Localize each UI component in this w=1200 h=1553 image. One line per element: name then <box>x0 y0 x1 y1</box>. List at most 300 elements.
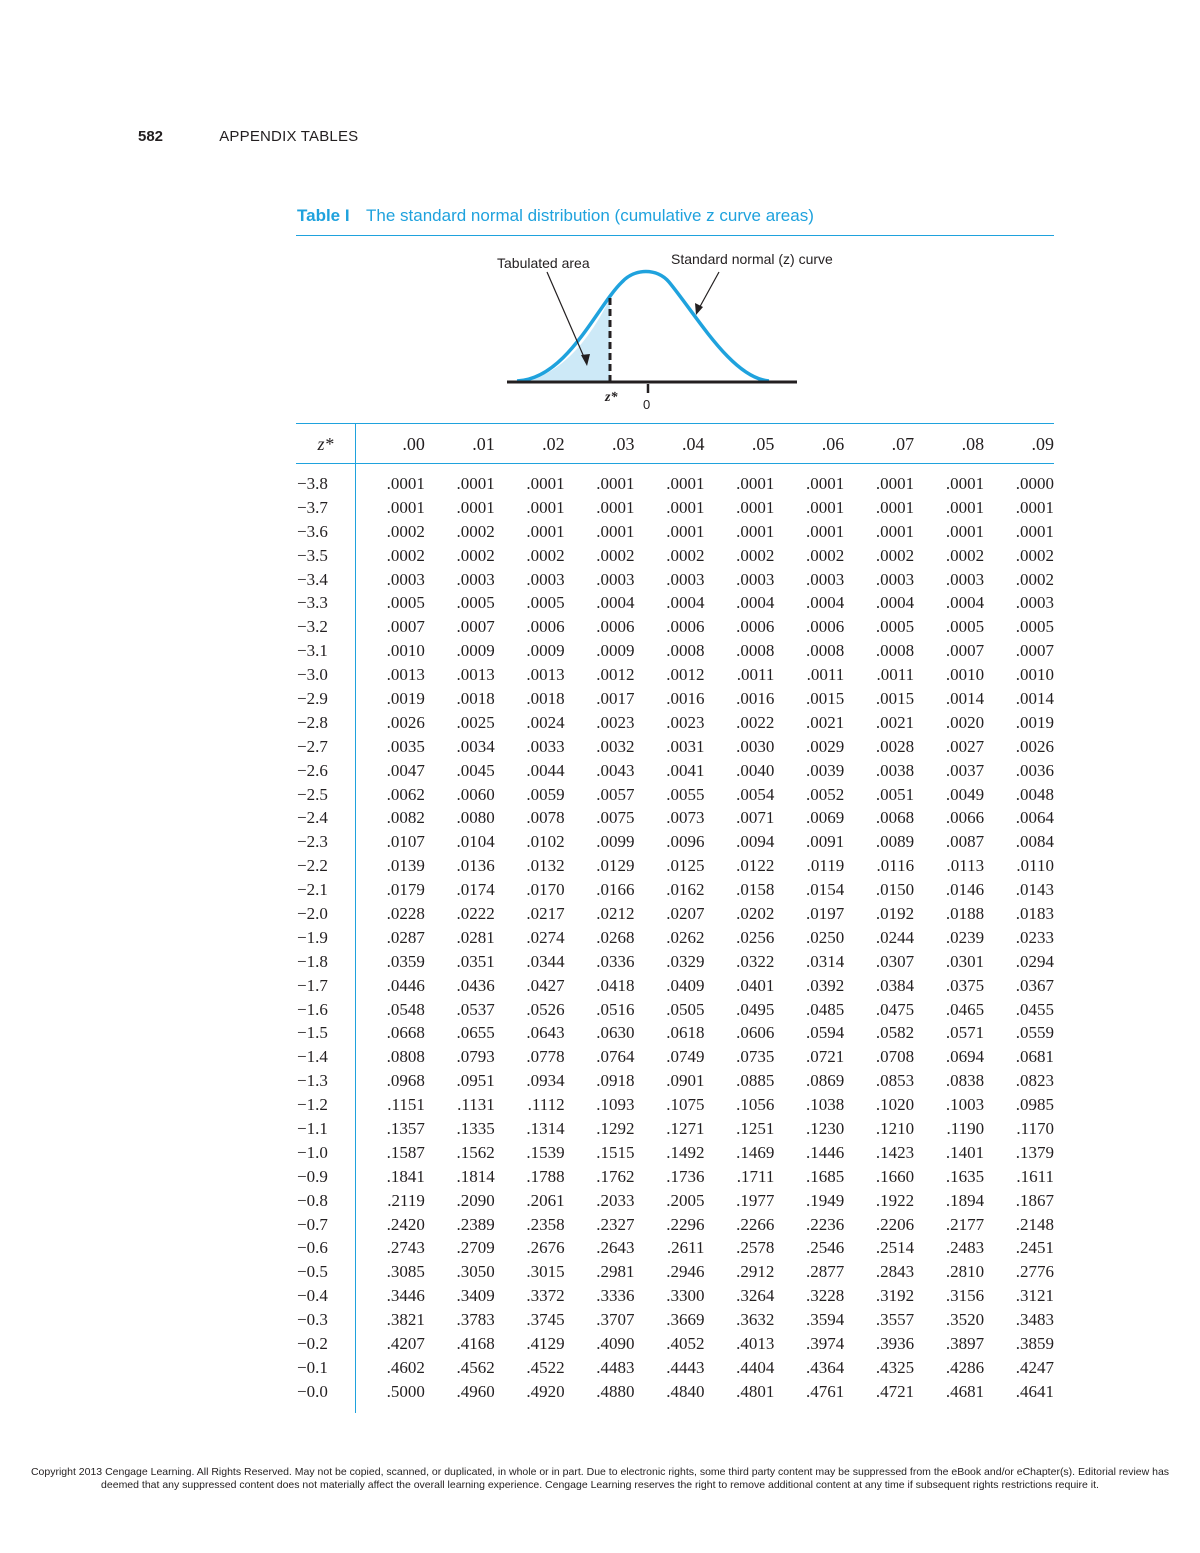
normal-curve-figure <box>497 246 857 416</box>
table-cell: .0314 <box>806 951 845 971</box>
table-cell: .4721 <box>875 1381 915 1401</box>
table-cell: .0281 <box>456 927 495 947</box>
z-value: −3.4 <box>297 569 328 589</box>
table-cell: .0004 <box>666 593 705 613</box>
column-header: .05 <box>751 433 775 454</box>
table-cell: .0071 <box>736 808 775 828</box>
table-cell: .0036 <box>1015 760 1054 780</box>
table-cell: .3821 <box>386 1310 425 1330</box>
table-cell: .0001 <box>666 497 705 517</box>
table-cell: .3783 <box>456 1310 495 1330</box>
table-cell: .3050 <box>456 1262 495 1282</box>
table-cell: .4247 <box>1015 1357 1054 1377</box>
table-cell: .0188 <box>945 903 985 923</box>
table-cell: .0244 <box>875 927 915 947</box>
z-value: −3.7 <box>297 497 328 517</box>
table-body <box>296 472 1054 1404</box>
z-value: −1.3 <box>297 1071 328 1091</box>
table-cell: .0004 <box>596 593 635 613</box>
table-cell: .0096 <box>666 832 705 852</box>
table-cell: .1314 <box>526 1118 565 1138</box>
table-row <box>296 974 1054 998</box>
z-value: −0.4 <box>297 1286 328 1306</box>
table-cell: .4090 <box>596 1334 635 1353</box>
table-cell: .0823 <box>1015 1071 1054 1091</box>
table-cell: .0014 <box>945 688 985 708</box>
table-cell: .2327 <box>596 1214 635 1234</box>
table-cell: .0006 <box>666 617 705 637</box>
table-cell: .0287 <box>386 927 425 947</box>
table-cell: .0001 <box>1015 521 1054 541</box>
table-cell: .0084 <box>1015 832 1054 852</box>
table-cell: .2090 <box>456 1190 495 1210</box>
table-cell: .0002 <box>1015 569 1054 589</box>
table-cell: .0002 <box>456 545 495 565</box>
table-cell: .2206 <box>875 1214 915 1234</box>
table-cell: .0681 <box>1015 1047 1054 1067</box>
z-value: −2.0 <box>297 903 328 923</box>
table-cell: .0002 <box>875 545 915 565</box>
table-row <box>296 1141 1054 1165</box>
table-cell: .0004 <box>945 593 985 613</box>
table-cell: .0537 <box>456 999 495 1019</box>
table-cell: .0078 <box>526 808 565 828</box>
table-cell: .0040 <box>736 760 775 780</box>
table-cell: .0045 <box>456 760 495 780</box>
table-cell: .0008 <box>736 641 775 661</box>
title-rule <box>296 235 1054 236</box>
table-cell: .0485 <box>806 999 845 1019</box>
table-cell: .0029 <box>806 736 845 756</box>
table-cell: .0026 <box>386 712 425 732</box>
table-cell: .0035 <box>386 736 425 756</box>
table-cell: .0018 <box>456 688 495 708</box>
table-cell: .0307 <box>875 951 915 971</box>
table-cell: .0007 <box>456 617 495 637</box>
table-cell: .3594 <box>806 1310 845 1330</box>
table-cell: .3228 <box>806 1286 845 1306</box>
table-cell: .1611 <box>1016 1166 1054 1186</box>
zstar-label: z* <box>605 390 618 405</box>
table-cell: .2236 <box>806 1214 845 1234</box>
table-cell: .3859 <box>1015 1334 1054 1353</box>
table-cell: .0170 <box>526 880 565 900</box>
table-cell: .0052 <box>806 784 845 804</box>
table-cell: .0197 <box>806 903 845 923</box>
table-cell: .0038 <box>875 760 915 780</box>
table-cell: .0001 <box>875 497 915 517</box>
table-cell: .0054 <box>736 784 775 804</box>
table-cell: .1736 <box>666 1166 705 1186</box>
table-cell: .4207 <box>386 1334 425 1353</box>
table-row <box>296 1069 1054 1093</box>
table-cell: .0013 <box>456 665 495 685</box>
table-cell: .0166 <box>596 880 635 900</box>
table-cell: .0031 <box>666 736 705 756</box>
table-cell: .0004 <box>736 593 775 613</box>
table-cell: .3974 <box>806 1334 845 1353</box>
table-cell: .1423 <box>875 1142 915 1162</box>
table-cell: .0392 <box>806 975 845 995</box>
table-cell: .0351 <box>456 951 495 971</box>
table-cell: .0162 <box>666 880 705 900</box>
table-cell: .0002 <box>1015 545 1054 565</box>
table-row <box>296 1380 1054 1404</box>
table-cell: .0060 <box>456 784 495 804</box>
table-header-row <box>296 430 1054 458</box>
table-cell: .0102 <box>526 832 565 852</box>
table-cell: .1711 <box>736 1166 775 1186</box>
z-value: −1.8 <box>297 951 328 971</box>
table-cell: .2061 <box>526 1190 565 1210</box>
table-cell: .2483 <box>945 1238 985 1258</box>
table-cell: .0985 <box>1015 1095 1054 1115</box>
table-row <box>296 615 1054 639</box>
table-cell: .0436 <box>456 975 495 995</box>
table-cell: .0934 <box>526 1071 565 1091</box>
table-cell: .3409 <box>456 1286 495 1306</box>
table-cell: .4522 <box>526 1357 565 1377</box>
table-cell: .2643 <box>596 1238 635 1258</box>
table-cell: .4960 <box>456 1381 495 1401</box>
table-row <box>296 1237 1054 1261</box>
table-cell: .3483 <box>1015 1310 1054 1330</box>
table-row <box>296 568 1054 592</box>
table-row <box>296 472 1054 496</box>
table-cell: .0838 <box>945 1071 985 1091</box>
table-cell: .0668 <box>386 1023 425 1043</box>
table-cell: .0002 <box>386 521 425 541</box>
table-cell: .0005 <box>1015 617 1054 637</box>
z-value: −3.8 <box>297 473 328 493</box>
table-cell: .3520 <box>945 1310 985 1330</box>
table-cell: .2743 <box>386 1238 425 1258</box>
table-cell: .0202 <box>736 903 775 923</box>
table-cell: .0901 <box>666 1071 705 1091</box>
z-value: −1.6 <box>297 999 328 1019</box>
table-cell: .0001 <box>596 473 635 493</box>
table-cell: .2177 <box>945 1214 985 1234</box>
table-cell: .0047 <box>386 760 425 780</box>
table-cell: .1977 <box>736 1190 775 1210</box>
z-value: −0.3 <box>297 1310 328 1330</box>
table-cell: .0001 <box>666 521 705 541</box>
table-cell: .0630 <box>596 1023 635 1043</box>
table-cell: .0001 <box>806 473 845 493</box>
table-cell: .0179 <box>386 880 425 900</box>
table-cell: .4013 <box>736 1334 775 1353</box>
table-cell: .0375 <box>945 975 985 995</box>
z-value: −3.3 <box>297 593 328 613</box>
column-header: .00 <box>402 433 425 454</box>
table-cell: .0003 <box>596 569 635 589</box>
column-header: .04 <box>681 433 705 454</box>
table-cell: .2546 <box>806 1238 845 1258</box>
table-row <box>296 687 1054 711</box>
table-title-text: The standard normal distribution (cumulative z curve areas) <box>366 206 814 225</box>
table-cell: .4920 <box>526 1381 565 1401</box>
table-cell: .0001 <box>945 521 985 541</box>
table-cell: .0951 <box>456 1071 495 1091</box>
table-cell: .0005 <box>456 593 495 613</box>
table-cell: .4129 <box>526 1334 565 1353</box>
table-row <box>296 783 1054 807</box>
table-cell: .4443 <box>666 1357 705 1377</box>
table-cell: .0017 <box>596 688 635 708</box>
table-cell: .0146 <box>945 880 985 900</box>
table-cell: .0001 <box>456 497 495 517</box>
table-cell: .0505 <box>666 999 705 1019</box>
z-value: −2.7 <box>297 736 328 756</box>
table-cell: .0001 <box>806 497 845 517</box>
table-cell: .2843 <box>875 1262 915 1282</box>
table-cell: .1949 <box>806 1190 845 1210</box>
table-cell: .0064 <box>1015 808 1054 828</box>
table-cell: .0003 <box>945 569 985 589</box>
table-cell: .0001 <box>945 497 985 517</box>
table-cell: .0006 <box>736 617 775 637</box>
table-cell: .1003 <box>945 1095 985 1115</box>
table-cell: .0022 <box>736 712 775 732</box>
table-cell: .1894 <box>945 1190 985 1210</box>
table-cell: .0808 <box>386 1047 425 1067</box>
table-row <box>296 1165 1054 1189</box>
table-cell: .0037 <box>945 760 985 780</box>
z-value: −0.6 <box>297 1238 328 1258</box>
table-cell: .0207 <box>666 903 705 923</box>
table-cell: .4286 <box>945 1357 985 1377</box>
table-cell: .0465 <box>945 999 985 1019</box>
table-cell: .0113 <box>946 856 985 876</box>
table-cell: .0764 <box>596 1047 635 1067</box>
table-cell: .0001 <box>596 497 635 517</box>
table-cell: .0116 <box>876 856 915 876</box>
table-cell: .4562 <box>456 1357 495 1377</box>
table-cell: .3632 <box>736 1310 775 1330</box>
table-cell: .0274 <box>526 927 565 947</box>
table-cell: .1170 <box>1016 1118 1054 1138</box>
table-cell: .0009 <box>456 641 495 661</box>
column-header: .03 <box>612 433 635 454</box>
table-cell: .0006 <box>596 617 635 637</box>
page-header <box>138 128 358 145</box>
table-cell: .0606 <box>736 1023 775 1043</box>
table-cell: .0051 <box>875 784 915 804</box>
z-value: −2.4 <box>297 808 328 828</box>
z-value: −1.0 <box>297 1142 328 1162</box>
table-cell: .0008 <box>666 641 705 661</box>
table-cell: .0174 <box>456 880 495 900</box>
z-value: −2.1 <box>297 880 328 900</box>
table-cell: .0043 <box>596 760 635 780</box>
table-cell: .0294 <box>1015 951 1054 971</box>
table-cell: .1492 <box>666 1142 705 1162</box>
table-cell: .3085 <box>386 1262 425 1282</box>
table-cell: .0007 <box>386 617 425 637</box>
table-cell: .0012 <box>596 665 635 685</box>
table-cell: .1190 <box>946 1118 985 1138</box>
z-value: −1.9 <box>297 927 328 947</box>
table-cell: .0005 <box>526 593 565 613</box>
table-cell: .0019 <box>1015 712 1054 732</box>
z-value: −2.3 <box>297 832 328 852</box>
table-cell: .0002 <box>596 545 635 565</box>
table-cell: .0055 <box>666 784 705 804</box>
table-cell: .0001 <box>736 497 775 517</box>
table-cell: .4880 <box>596 1381 635 1401</box>
table-cell: .0268 <box>596 927 635 947</box>
table-cell: .0143 <box>1015 880 1054 900</box>
table-cell: .4404 <box>736 1357 775 1377</box>
table-cell: .3897 <box>945 1334 985 1353</box>
table-row <box>296 544 1054 568</box>
table-cell: .0011 <box>876 665 915 685</box>
table-cell: .1210 <box>875 1118 915 1138</box>
table-cell: .0011 <box>736 665 775 685</box>
table-cell: .1587 <box>386 1142 425 1162</box>
table-cell: .0001 <box>875 521 915 541</box>
z-value: −2.6 <box>297 760 328 780</box>
table-cell: .1379 <box>1015 1142 1054 1162</box>
table-cell: .1230 <box>806 1118 845 1138</box>
table-cell: .0010 <box>386 641 425 661</box>
table-cell: .3557 <box>875 1310 915 1330</box>
table-cell: .0006 <box>806 617 845 637</box>
column-header: .09 <box>1031 433 1054 454</box>
table-cell: .0222 <box>456 903 495 923</box>
table-cell: .0192 <box>875 903 915 923</box>
table-row <box>296 1117 1054 1141</box>
z-column-header: z* <box>317 433 334 454</box>
table-cell: .0019 <box>386 688 425 708</box>
table-cell: .0010 <box>945 665 985 685</box>
table-row <box>296 639 1054 663</box>
table-cell: .0002 <box>526 545 565 565</box>
table-cell: .3936 <box>875 1334 915 1353</box>
table-cell: .0001 <box>736 521 775 541</box>
table-cell: .0217 <box>526 903 565 923</box>
table-row <box>296 663 1054 687</box>
table-cell: .0013 <box>386 665 425 685</box>
table-cell: .0023 <box>666 712 705 732</box>
zero-label: 0 <box>643 397 651 412</box>
table-cell: .2148 <box>1015 1214 1054 1234</box>
table-cell: .0869 <box>806 1071 845 1091</box>
table-cell: .0132 <box>526 856 565 876</box>
table-cell: .0004 <box>875 593 915 613</box>
table-cell: .0968 <box>386 1071 425 1091</box>
table-cell: .0548 <box>386 999 425 1019</box>
table-cell: .0401 <box>736 975 775 995</box>
table-cell: .4681 <box>945 1381 985 1401</box>
table-row <box>296 1093 1054 1117</box>
table-cell: .0427 <box>526 975 565 995</box>
table-cell: .0256 <box>736 927 775 947</box>
column-header: .02 <box>542 433 565 454</box>
table-row <box>296 496 1054 520</box>
table-cell: .2005 <box>666 1190 705 1210</box>
table-row <box>296 735 1054 759</box>
table-cell: .1562 <box>456 1142 495 1162</box>
curve-arrowhead <box>695 303 703 315</box>
table-cell: .0001 <box>875 473 915 493</box>
z-value: −1.1 <box>297 1118 328 1138</box>
table-row <box>296 854 1054 878</box>
table-cell: .0005 <box>945 617 985 637</box>
table-cell: .1762 <box>596 1166 635 1186</box>
table-cell: .0446 <box>386 975 425 995</box>
table-cell: .2810 <box>945 1262 985 1282</box>
table-cell: .0002 <box>736 545 775 565</box>
curve-label: Standard normal (z) curve <box>671 251 833 267</box>
table-cell: .0032 <box>596 736 635 756</box>
table-cell: .0721 <box>806 1047 845 1067</box>
table-cell: .1685 <box>806 1166 845 1186</box>
z-value: −0.9 <box>297 1166 328 1186</box>
table-cell: .0001 <box>1015 497 1054 517</box>
table-cell: .0020 <box>945 712 985 732</box>
table-cell: .0028 <box>875 736 915 756</box>
table-cell: .0023 <box>596 712 635 732</box>
z-value: −2.2 <box>297 856 328 876</box>
table-cell: .1841 <box>386 1166 425 1186</box>
table-cell: .0158 <box>736 880 775 900</box>
table-cell: .2266 <box>736 1214 775 1234</box>
table-cell: .0041 <box>666 760 705 780</box>
table-cell: .3264 <box>736 1286 775 1306</box>
table-cell: .0021 <box>875 712 915 732</box>
table-cell: .0002 <box>666 545 705 565</box>
table-cell: .0594 <box>806 1023 845 1043</box>
table-cell: .0150 <box>875 880 915 900</box>
z-value: −2.9 <box>297 688 328 708</box>
table-row <box>296 1308 1054 1332</box>
table-cell: .0059 <box>526 784 565 804</box>
table-cell: .3156 <box>945 1286 985 1306</box>
table-cell: .1093 <box>596 1095 635 1115</box>
table-cell: .1056 <box>736 1095 775 1115</box>
table-cell: .0068 <box>875 808 915 828</box>
z-value: −0.5 <box>297 1262 328 1282</box>
table-cell: .0107 <box>386 832 425 852</box>
table-cell: .0018 <box>526 688 565 708</box>
table-cell: .0110 <box>1016 856 1054 876</box>
z-value: −1.2 <box>297 1095 328 1115</box>
table-cell: .0001 <box>666 473 705 493</box>
tabulated-area-label: Tabulated area <box>497 255 590 271</box>
table-cell: .0655 <box>456 1023 495 1043</box>
table-cell: .0001 <box>736 473 775 493</box>
tabulated-area-pointer <box>547 272 587 364</box>
table-cell: .3015 <box>526 1262 565 1282</box>
table-cell: .1635 <box>945 1166 985 1186</box>
table-cell: .0008 <box>806 641 845 661</box>
table-cell: .0183 <box>1015 903 1054 923</box>
table-cell: .0034 <box>456 736 495 756</box>
table-row <box>296 878 1054 902</box>
table-cell: .0003 <box>386 569 425 589</box>
table-cell: .0021 <box>806 712 845 732</box>
table-cell: .1357 <box>386 1118 425 1138</box>
page-number: 582 <box>138 128 164 145</box>
table-cell: .1401 <box>945 1142 985 1162</box>
table-cell: .0015 <box>875 688 915 708</box>
table-cell: .1335 <box>456 1118 495 1138</box>
table-cell: .0571 <box>945 1023 985 1043</box>
table-cell: .0582 <box>875 1023 915 1043</box>
table-cell: .0233 <box>1015 927 1054 947</box>
table-cell: .0001 <box>526 473 565 493</box>
